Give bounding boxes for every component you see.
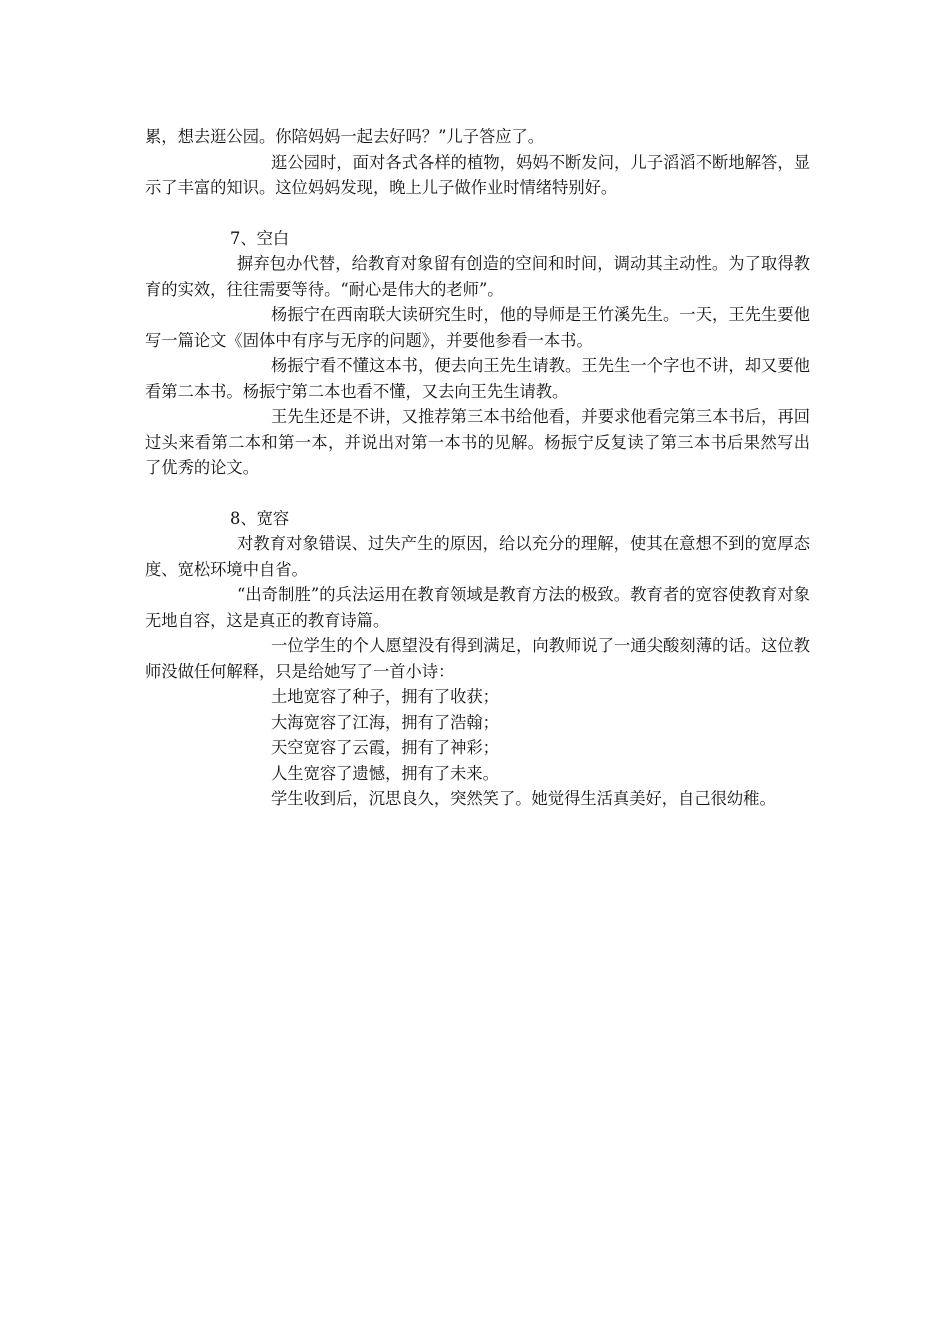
- paragraph-yang-story-1: 杨振宁在西南联大读研究生时，他的导师是王竹溪先生。一天，王先生要他写一篇论文《固体中有序与无序的问题》，并要他参看一本书。: [145, 305, 810, 350]
- paragraph-blank-definition: 摒弃包办代替，给教育对象留有创造的空间和时间，调动其主动性。为了取得教育的实效，往往需要等待。“耐心是伟大的老师”。: [145, 254, 810, 299]
- paragraph-tolerance-strategy: “出奇制胜”的兵法运用在教育领域是教育方法的极致。教育者的宽容使教育对象无地自容，这是真正的教育诗篇。: [145, 585, 810, 630]
- poem-line: 土地宽容了种子，拥有了收获；: [271, 687, 499, 706]
- paragraph-yang-story-2: 杨振宁看不懂这本书，便去向王先生请教。王先生一个字也不讲，却又要他看第二本书。杨振宁第二本也看不懂，又去向王先生请教。: [145, 356, 810, 401]
- poem-line: 大海宽容了江海，拥有了浩翰；: [271, 712, 499, 732]
- paragraph-tolerance-definition: 对教育对象错误、过失产生的原因，给以充分的理解，使其在意想不到的宽厚态度、宽松环境中自省。: [145, 534, 810, 579]
- paragraph-yang-story-3: 王先生还是不讲，又推荐第三本书给他看，并要求他看完第三本书后，再回过头来看第二本和第一本，并说出对第一本书的见解。杨振宁反复读了第三本书后果然写出了优秀的论文。: [145, 407, 810, 477]
- poem-line: 天空宽容了云霞，拥有了神彩；: [271, 738, 499, 757]
- section-heading-8: 8、宽容: [230, 508, 290, 528]
- paragraph-student-reaction: 学生收到后，沉思良久，突然笑了。她觉得生活真美好，自己很幼稚。: [271, 789, 776, 808]
- paragraph-park-visit: 逛公园时，面对各式各样的植物，妈妈不断发问，儿子滔滔不断地解答，显示了丰富的知识。这位妈妈发现，晚上儿子做作业时情绪特别好。: [145, 152, 810, 197]
- poem-line: 人生宽容了遗憾，拥有了未来。: [271, 763, 499, 783]
- blank-line: [145, 201, 810, 226]
- blank-line: [145, 481, 810, 506]
- paragraph-continued: 累，想去逛公园。你陪妈妈一起去好吗？”儿子答应了。: [145, 127, 545, 146]
- section-heading-7: 7、空白: [230, 228, 290, 248]
- document-body: [145, 124, 810, 812]
- paragraph-student-story: 一位学生的个人愿望没有得到满足，向教师说了一通尖酸刻薄的话。这位教师没做任何解释，只是给她写了一首小诗：: [145, 636, 810, 681]
